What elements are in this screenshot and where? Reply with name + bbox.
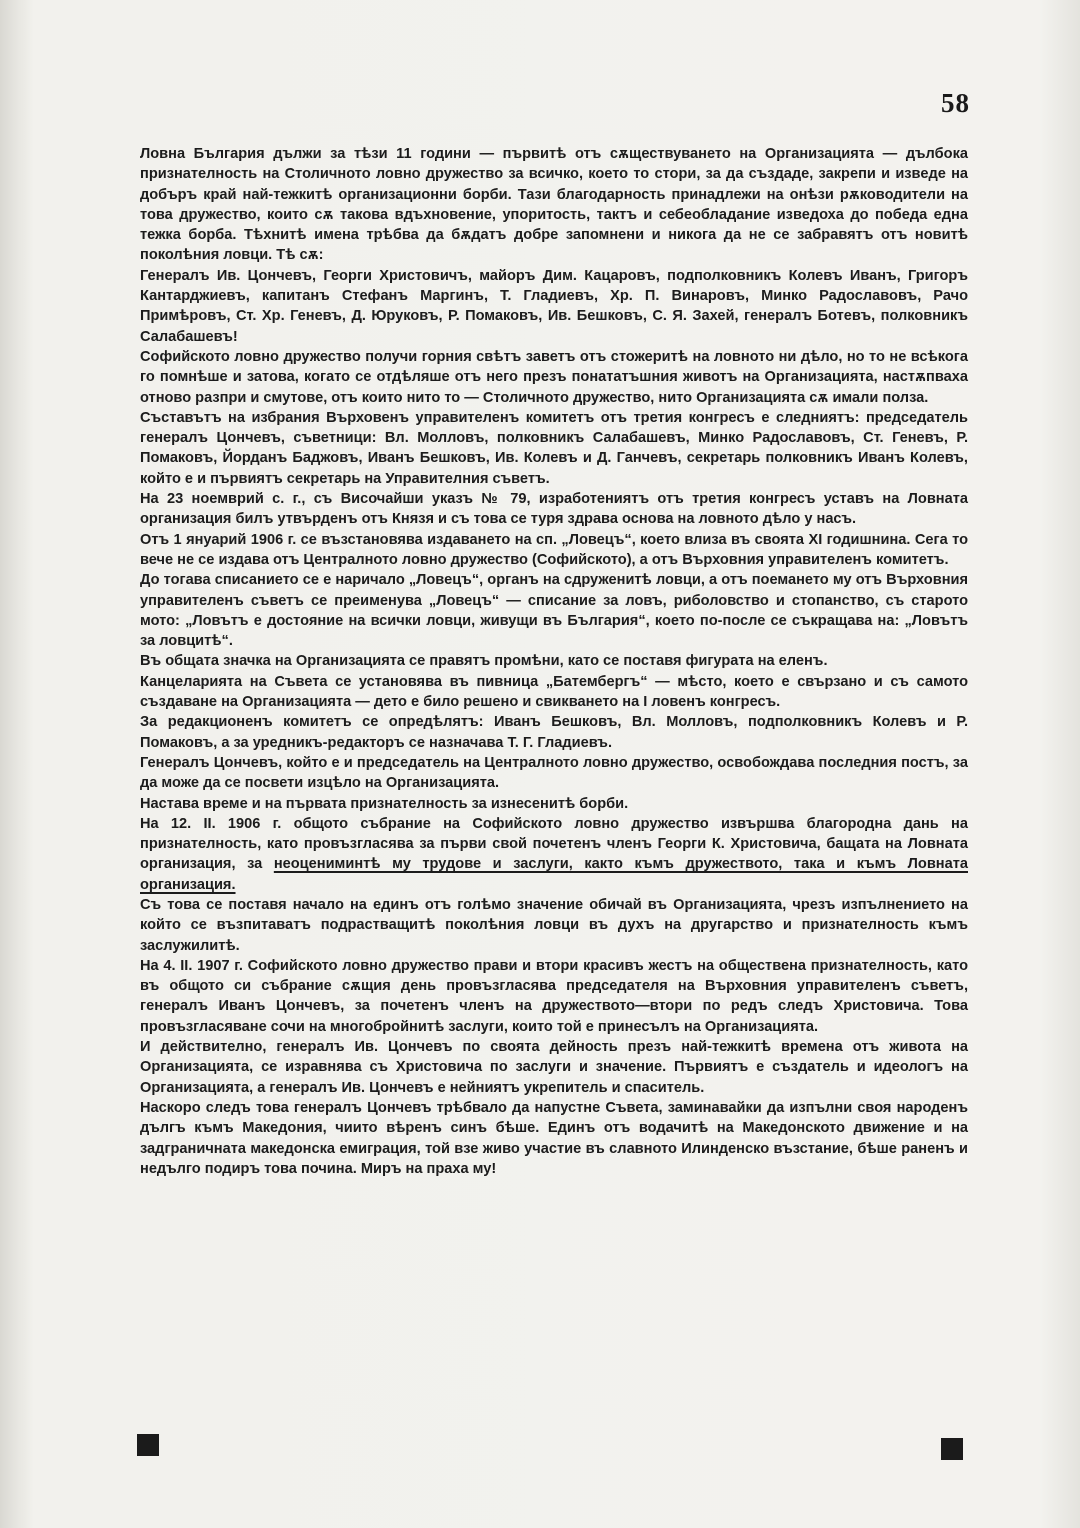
page-body [140, 144, 968, 1179]
paragraph-7: До тогава списанието се е наричало „Ловецъ“, органъ на сдруженитѣ ловци, а отъ поемането му отъ Върховния управителенъ съветъ се преименува „Ловецъ“ — списание за ловъ, риболовство и стопанство, съ старото мото: „Ловътъ е достояние на всички ловци, живущи въ България“, което по-после се съкращава на: „Ловътъ за ловцитѣ“. [140, 572, 968, 650]
paragraph-2: Генералъ Ив. Цончевъ, Георги Христовичъ, майоръ Дим. Кацаровъ, подполковникъ Колевъ Иванъ, Григоръ Кантарджиевъ, капитанъ Стефанъ Маргинъ, Т. Гладиевъ, Хр. П. Винаровъ, Минко Радославовъ, Рачо Примѣровъ, Ст. Хр. Геневъ, Д. Юруковъ, Р. Помаковъ, Ив. Бешковъ, С. Я. Захей, генералъ Ботевъ, полковникъ Салабашевъ! [140, 267, 968, 345]
paragraph-5: На 23 ноемврий с. г., съ Височайши указъ № 79, изработениятъ отъ третия конгресъ уставъ на Ловната организация билъ утвърденъ отъ Князя и съ това се туря здрава основа на ловното дѣло у насъ. [140, 491, 968, 528]
page-edge-shadow [0, 0, 34, 1528]
paragraph-12: Настава време и на първата признателность за изнесенитѣ борби. [140, 795, 629, 812]
paragraph-16: И действително, генералъ Ив. Цончевъ по своята дейность презъ най-тежкитѣ времена отъ живота на Организацията, се изравнява съ Христовича по заслуги и значение. Първиятъ е създатель и идеологъ на Организацията, а генералъ Ив. Цончевъ е нейниятъ укрепитель и спаситель. [140, 1039, 968, 1096]
paragraph-17: Наскоро следъ това генералъ Цончевъ трѣбвало да напустне Съвета, заминавайки да изпълни своя народенъ дългъ къмъ Македония, чиито вѣренъ синъ бѣше. Единъ отъ водачитѣ на Македонското движение и на задграничната македонска емиграция, той взе живо участие въ славното Илинденско възстание, бѣше раненъ и недълго подиръ това почина. Миръ на праха му! [140, 1099, 968, 1177]
paragraph-9: Канцеларията на Съвета се установява въ пивница „Батембергъ“ — мѣсто, което е свързано и съ самото създаване на Организацията — дето е било решено и свикването на I ловенъ конгресъ. [140, 673, 968, 711]
registration-mark-left [137, 1434, 159, 1456]
paragraph-3: Софийското ловно дружество получи горния свѣтъ заветъ отъ стожеритѣ на ловното ни дѣло, но то не всѣкога го помнѣше и затова, когато се отдѣляше отъ него презъ понататъшния животъ на Организацията, настѫпваха отново разпри и смутове, отъ които нито то — Столичното дружество, нито Организацията сѫ имали полза. [140, 348, 968, 406]
paragraph-10: За редакционенъ комитетъ се опредѣлятъ: Иванъ Бешковъ, Вл. Молловъ, подполковникъ Колевъ и Р. Помаковъ, а за уредникъ-редакторъ се назначава Т. Г. Гладиевъ. [140, 714, 968, 751]
paragraph-13 [140, 814, 968, 895]
page-number: 58 [941, 88, 970, 118]
paragraph-14: Съ това се поставя начало на единъ отъ голѣмо значение обичай въ Организацията, чрезъ изпълнението на който се възпитаватъ подрастващитѣ поколѣния ловци въ духъ на другарство и признателность къмъ заслужилитѣ. [140, 896, 968, 954]
paragraph-1: Ловна България дължи за тѣзи 11 години — първитѣ отъ сѫществуването на Организацията — дълбока признателность на Столичното ловно дружество за всичко, което то стори, за да създаде, закрепи и изведе на добъръ край най-тежкитѣ организационни борби. Тази благодарность принадлежи на онѣзи рѫководители на това дружество, които сѫ такова вдъхновение, упоритость, тактъ и себеобладание изведоха до победа една тежка борба. Тѣхнитѣ имена трѣбва да бѫдатъ добре запомнени и никога да не се забравятъ отъ новитѣ поколѣния ловци. Тѣ сѫ: [140, 146, 968, 264]
registration-mark-right [941, 1438, 963, 1460]
paragraph-8: Въ общата значка на Организацията се правятъ промѣни, като се поставя фигурата на еленъ. [140, 653, 828, 670]
underlined-passage: неоцениминтѣ му трудове и заслуги, както къмъ дружеството, така и къмъ Ловната организация. [140, 856, 968, 893]
paragraph-13-text: На 12. II. 1906 г. общото събрание на Софийското ловно дружество извършва благородна дань на признателность, като провъзгласява за първи свой почетенъ членъ Георги К. Христовича, бащата на Ловната организация, за [140, 815, 968, 873]
paragraph-6: Отъ 1 януарий 1906 г. се възстановява издаването на сп. „Ловецъ“, което влиза въ своята XI годишнина. Сега то вече не се издава отъ Централното ловно дружество (Софийското), а отъ Върховния управителенъ комитетъ. [140, 531, 968, 568]
paragraph-15: На 4. II. 1907 г. Софийското ловно дружество прави и втори красивъ жестъ на обществена признателность, като въ общото си събрание сѫщия день провъзгласява председателя на Върховния управителенъ съветъ, генералъ Иванъ Цончевъ, за почетенъ членъ на дружеството—втори по редъ следъ Христовича. Това провъзгласяване сочи на многобройнитѣ заслуги, които той е принесълъ на Организацията. [140, 957, 968, 1035]
paragraph-4: Съставътъ на избрания Върховенъ управителенъ комитетъ отъ третия конгресъ е следниятъ: председатель генералъ Цончевъ, съветници: Вл. Молловъ, полковникъ Салабашевъ, Минко Радославовъ, Ст. Геневъ, Р. Помаковъ, Йорданъ Баджовъ, Иванъ Бешковъ, Ив. Колевъ и Д. Ганчевъ, секретарь полковникъ Иванъ Колевъ, който е и първиятъ секретарь на Управителния съветъ. [140, 409, 968, 487]
paragraph-11: Генералъ Цончевъ, който е и председатель на Централното ловно дружество, освобождава последния постъ, за да може да се посвети изцѣло на Организацията. [140, 754, 968, 792]
